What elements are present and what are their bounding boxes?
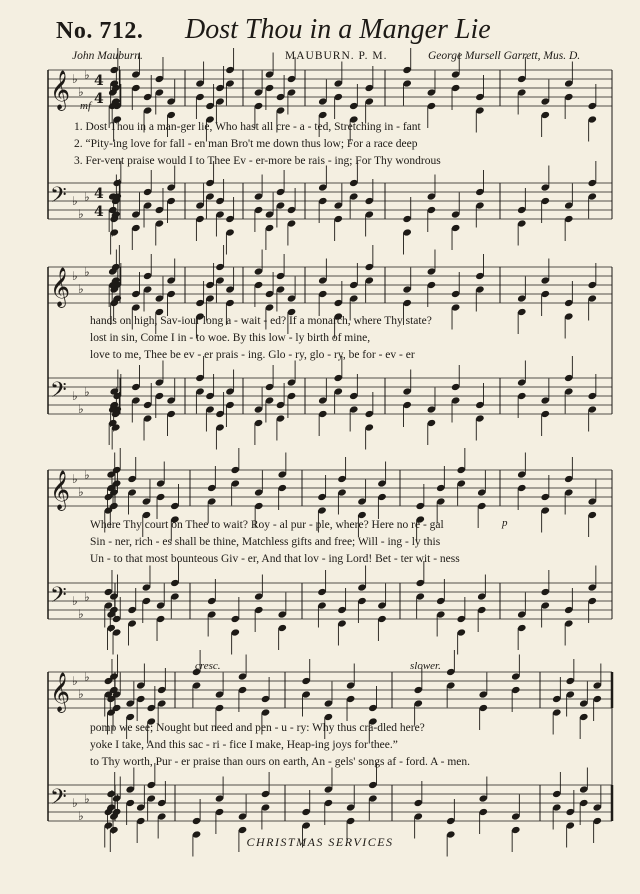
svg-text:♭: ♭ bbox=[84, 190, 90, 204]
bass-clef-icon: 𝄢 bbox=[50, 378, 67, 408]
treble-clef-icon: 𝄞 bbox=[50, 470, 71, 510]
tune-name: MAUBURN. P. M. bbox=[285, 50, 388, 62]
svg-text:♭: ♭ bbox=[84, 590, 90, 604]
lyric-line: 3. Fer-vent praise would I to Thee Ev - er-more be rais - ing; For Thy wondrous bbox=[74, 155, 441, 167]
svg-text:♭: ♭ bbox=[84, 385, 90, 399]
svg-text:4: 4 bbox=[94, 73, 104, 89]
hymn-number: No. 712. bbox=[56, 18, 144, 44]
composer-credit: George Mursell Garrett, Mus. D. bbox=[428, 50, 581, 62]
lyrics-system-3 bbox=[90, 517, 460, 568]
svg-text:♭: ♭ bbox=[72, 194, 78, 208]
svg-text:♭: ♭ bbox=[84, 265, 90, 279]
svg-text:♭: ♭ bbox=[84, 792, 90, 806]
treble-clef-icon: 𝄞 bbox=[50, 267, 71, 307]
svg-text:♭: ♭ bbox=[78, 485, 84, 499]
lyric-line: hands on high, Sav-iour long a - wait - ed? If a monarch, where Thy state? bbox=[90, 315, 432, 327]
svg-text:♭: ♭ bbox=[72, 594, 78, 608]
svg-text:♭: ♭ bbox=[72, 674, 78, 688]
svg-text:♭: ♭ bbox=[72, 269, 78, 283]
svg-text:♭: ♭ bbox=[78, 607, 84, 621]
hymn-title: Dost Thou in a Manger Lie bbox=[185, 14, 491, 45]
svg-text:♭: ♭ bbox=[78, 402, 84, 416]
svg-text:♭: ♭ bbox=[84, 68, 90, 82]
lyric-line: lost in sin, Come I in - to woe. By this low - ly birth of mine, bbox=[90, 332, 371, 344]
lyric-line: pomp we see; Nought but need and pen - u - ry: Why thus cra-dled here? bbox=[90, 722, 425, 734]
svg-text:♭: ♭ bbox=[78, 85, 84, 99]
lyric-line: love to me, Thee be ev - er prais - ing. Glo - ry, glo - ry, be for - ev - er bbox=[90, 349, 415, 361]
svg-text:♭: ♭ bbox=[78, 809, 84, 823]
lyric-line: Un - to that most bounteous Giv - er, And that lov - ing Lord! Bet - ter wit - ness bbox=[90, 553, 460, 565]
lyric-line: 1. Dost Thou in a man-ger lie, Who hast all cre - a - ted, Stretching in - fant bbox=[74, 121, 421, 133]
bass-clef-icon: 𝄢 bbox=[50, 583, 67, 613]
dynamic-mf: mf bbox=[80, 100, 91, 112]
bass-clef-icon: 𝄢 bbox=[50, 183, 67, 213]
author-credit: John Mauburn. bbox=[72, 50, 143, 62]
lyric-line: 2. “Pity-ing love for fall - en man Bro't me down thus low; For a race deep bbox=[74, 138, 418, 150]
lyrics-system-1 bbox=[74, 119, 441, 170]
svg-text:♭: ♭ bbox=[84, 670, 90, 684]
svg-text:♭: ♭ bbox=[78, 207, 84, 221]
treble-clef-icon: 𝄞 bbox=[50, 70, 71, 110]
dynamic-cresc: cresc. bbox=[195, 660, 221, 672]
lyric-line: to Thy worth, Pur - er praise than ours on earth, An - gels' songs af - ford. A - men. bbox=[90, 756, 471, 768]
dynamic-slower: slower. bbox=[410, 660, 441, 672]
lyrics-system-4 bbox=[90, 720, 470, 771]
lyric-line: yoke I take, And this sac - ri - fice I make, Heap-ing joys for thee.” bbox=[90, 739, 398, 751]
svg-text:♭: ♭ bbox=[84, 468, 90, 482]
svg-text:♭: ♭ bbox=[78, 282, 84, 296]
svg-text:♭: ♭ bbox=[72, 472, 78, 486]
svg-text:4: 4 bbox=[94, 91, 104, 107]
svg-text:4: 4 bbox=[94, 204, 104, 220]
lyric-line: Sin - ner, rich - es shall be thine, Matchless gifts and free; Will - ing - ly this bbox=[90, 536, 441, 548]
footer-section: CHRISTMAS SERVICES bbox=[246, 835, 394, 849]
svg-text:♭: ♭ bbox=[72, 72, 78, 86]
dynamic-p: p bbox=[502, 517, 508, 529]
lyrics-system-2 bbox=[90, 313, 432, 364]
lyric-line: Where Thy court on Thee to wait? Roy - al pur - ple, where? Here no re - gal bbox=[90, 519, 444, 531]
svg-text:4: 4 bbox=[94, 186, 104, 202]
svg-text:♭: ♭ bbox=[72, 796, 78, 810]
svg-text:♭: ♭ bbox=[78, 687, 84, 701]
treble-clef-icon: 𝄞 bbox=[50, 672, 71, 712]
svg-text:♭: ♭ bbox=[72, 389, 78, 403]
bass-clef-icon: 𝄢 bbox=[50, 785, 67, 815]
